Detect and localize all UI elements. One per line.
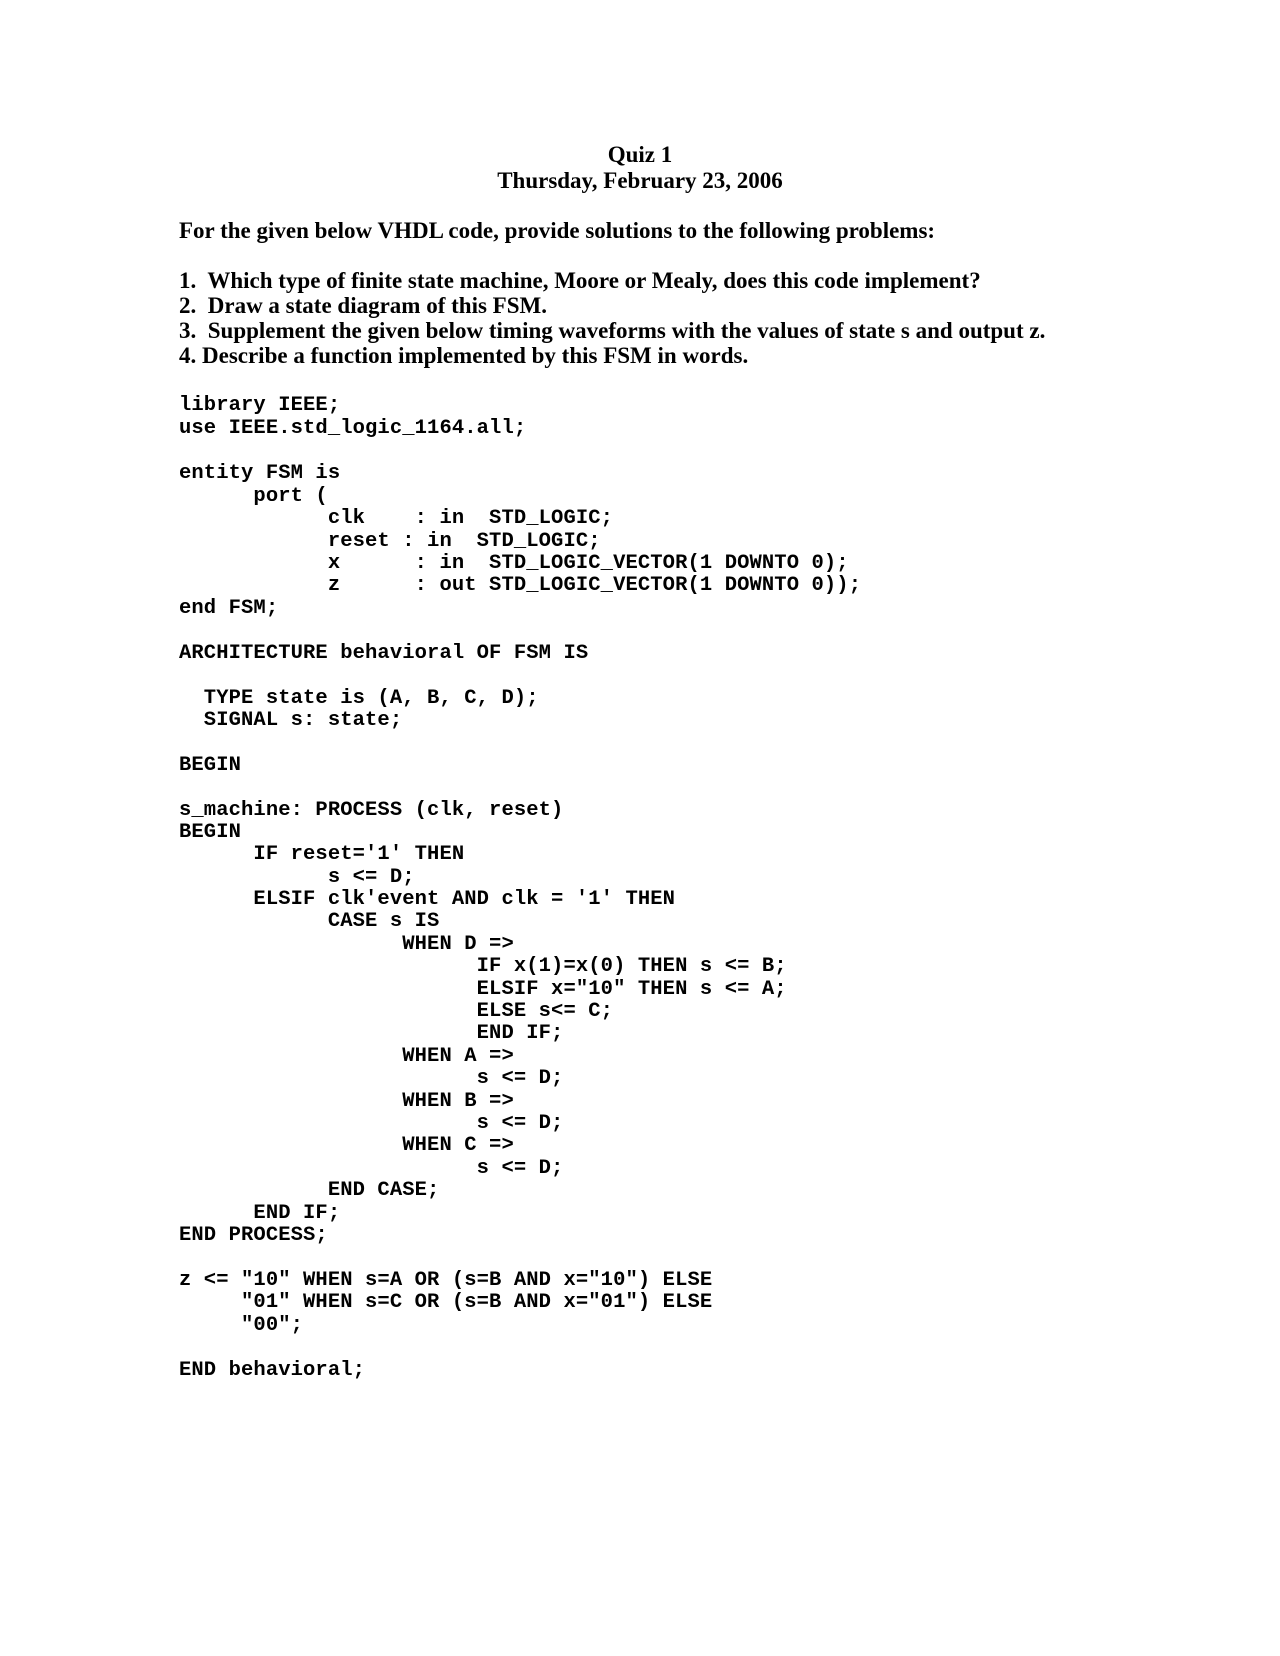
- code-line: "00";: [179, 1314, 304, 1337]
- code-line: "01" WHEN s=C OR (s=B AND x="01") ELSE: [179, 1291, 713, 1314]
- code-line: CASE s IS: [179, 910, 440, 933]
- code-line: IF x(1)=x(0) THEN s <= B;: [179, 955, 787, 978]
- code-line: clk : in STD_LOGIC;: [179, 507, 614, 530]
- code-line: BEGIN: [179, 821, 242, 844]
- code-line: ELSIF x="10" THEN s <= A;: [179, 978, 787, 1001]
- problem-item: 1. Which type of finite state machine, Moore or Mealy, does this code implement?: [179, 268, 981, 293]
- code-line: WHEN B =>: [179, 1090, 514, 1113]
- code-line: BEGIN: [179, 754, 242, 777]
- code-line: END IF;: [179, 1022, 564, 1045]
- code-line: ELSE s<= C;: [179, 1000, 614, 1023]
- code-line: END CASE;: [179, 1179, 440, 1202]
- code-line: s <= D;: [179, 1067, 564, 1090]
- code-line: reset : in STD_LOGIC;: [179, 530, 601, 553]
- code-line: WHEN C =>: [179, 1134, 514, 1157]
- code-line: s <= D;: [179, 866, 415, 889]
- problem-item: 4. Describe a function implemented by this FSM in words.: [179, 343, 749, 368]
- code-line: WHEN A =>: [179, 1045, 514, 1068]
- code-line: IF reset='1' THEN: [179, 843, 465, 866]
- problem-item: 3. Supplement the given below timing waveforms with the values of state s and output z.: [179, 318, 1046, 343]
- code-line: s_machine: PROCESS (clk, reset): [179, 799, 564, 822]
- intro-text: For the given below VHDL code, provide solutions to the following problems:: [179, 218, 936, 243]
- code-line: z <= "10" WHEN s=A OR (s=B AND x="10") ELSE: [179, 1269, 713, 1292]
- code-line: end FSM;: [179, 597, 279, 620]
- quiz-date: Thursday, February 23, 2006: [497, 168, 783, 193]
- code-line: use IEEE.std_logic_1164.all;: [179, 417, 527, 440]
- quiz-title: Quiz 1: [607, 142, 673, 167]
- code-line: TYPE state is (A, B, C, D);: [179, 687, 539, 710]
- code-line: SIGNAL s: state;: [179, 709, 403, 732]
- problem-item: 2. Draw a state diagram of this FSM.: [179, 293, 547, 318]
- code-line: END PROCESS;: [179, 1224, 328, 1247]
- code-line: library IEEE;: [179, 394, 341, 417]
- code-line: WHEN D =>: [179, 933, 514, 956]
- code-line: s <= D;: [179, 1112, 564, 1135]
- code-line: ARCHITECTURE behavioral OF FSM IS: [179, 642, 589, 665]
- code-line: s <= D;: [179, 1157, 564, 1180]
- code-line: z : out STD_LOGIC_VECTOR(1 DOWNTO 0));: [179, 574, 862, 597]
- code-line: entity FSM is: [179, 462, 341, 485]
- code-line: END behavioral;: [179, 1359, 366, 1382]
- code-line: END IF;: [179, 1202, 341, 1225]
- code-line: port (: [179, 485, 328, 508]
- code-line: x : in STD_LOGIC_VECTOR(1 DOWNTO 0);: [179, 552, 849, 575]
- code-line: ELSIF clk'event AND clk = '1' THEN: [179, 888, 676, 911]
